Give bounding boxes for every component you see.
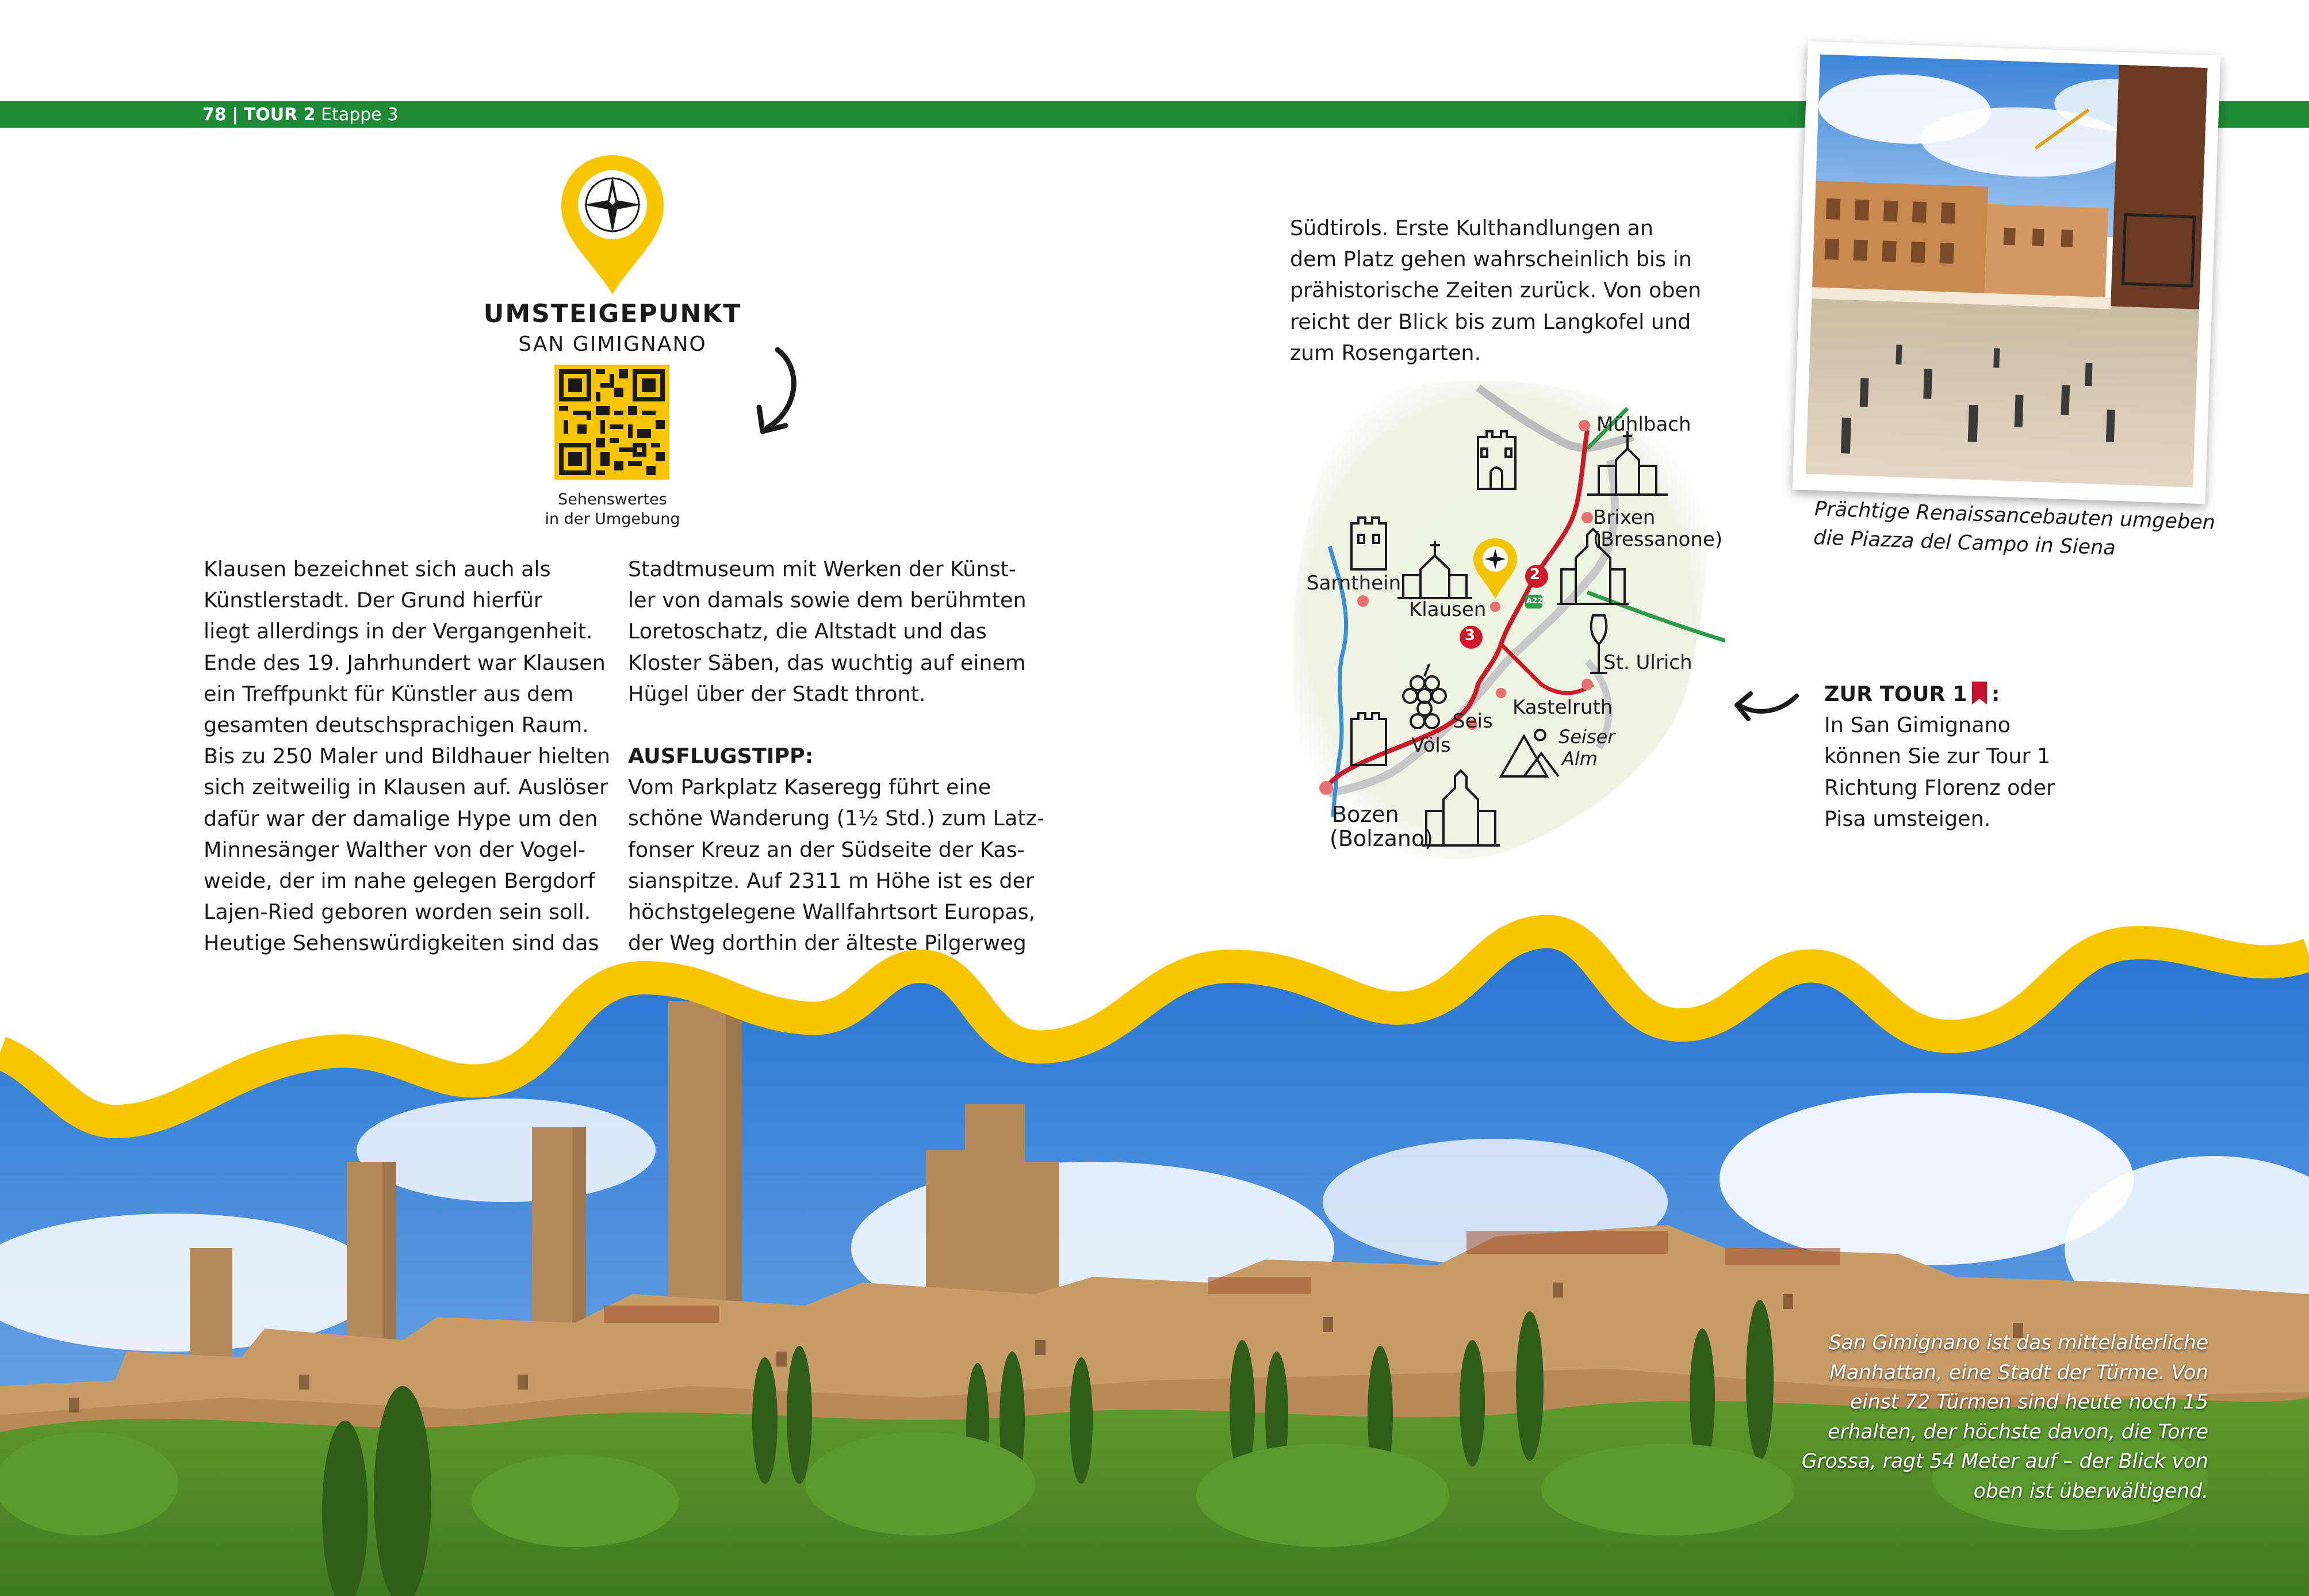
map-label-brixen: Brixen	[1593, 506, 1656, 529]
transfer-title: UMSTEIGEPUNKT	[483, 299, 742, 328]
stage-label: Etappe 3	[321, 105, 399, 125]
text-column-2-body: Stadtmuseum mit Werken der Künst- ler von damals sowie dem berühmten Loretoschatz, die Altstadt und das Kloster Säben, das wuchtig auf einem Hügel über der Stadt thront.	[628, 557, 1027, 706]
qr-caption-line2: in der Umgebung	[545, 510, 680, 528]
bookmark-icon	[1971, 682, 1988, 705]
map-label-voels: Völs	[1411, 734, 1451, 757]
route-map	[1288, 374, 1725, 874]
tip-body: Vom Parkplatz Kaseregg führt eine schöne Wanderung (1½ Std.) zum Latz- fonser Kreuz an der Südseite der Kas- sianspitze. Auf 2311 m Höhe ist es der höchstgelegene Wallfahrtsort Europas, der Weg dorthin der älteste Pilgerweg	[628, 775, 1044, 956]
siena-caption: Prächtige Renaissancebauten umgeben die Piazza del Campo in Siena	[1813, 497, 2216, 560]
text-column-3: Südtirols. Erste Kulthandlungen an dem Platz gehen wahrscheinlich bis in prähistorische Zeiten zurück. Von oben reicht der Blick bis zum Langkofel und zum Rosengarten.	[1290, 216, 1702, 365]
map-marker-3: 3	[1465, 627, 1476, 644]
piazza-del-campo-image	[1806, 54, 2208, 487]
tour-label: TOUR 2	[243, 105, 316, 125]
tour-link-colon: :	[1991, 682, 2000, 706]
map-label-bolzano: (Bolzano)	[1330, 826, 1434, 851]
map-label-bressanone: (Bressanone)	[1593, 528, 1723, 551]
tour-link[interactable]	[1824, 679, 2055, 835]
road-badge: A22	[1526, 597, 1543, 606]
map-label-seiser: Seiser	[1559, 726, 1615, 748]
qr-code-icon[interactable]	[554, 365, 669, 480]
panorama-caption: San Gimignano ist das mittelalterliche Manhattan, eine Stadt der Türme. Von einst 72 Türmen sind heute noch 15 erhalten, der höchste davon, die Torre Grossa, ragt 54 Meter auf – der Blick von oben ist überwältigend.	[1801, 1331, 2208, 1503]
map-label-seis: Seis	[1453, 710, 1493, 733]
siena-photo-image	[1806, 54, 2208, 487]
siena-photo	[1793, 41, 2221, 504]
curved-arrow-left-icon	[1728, 682, 1802, 728]
page-header	[202, 105, 398, 125]
map-label-bozen: Bozen	[1332, 802, 1399, 827]
route-map-graphic	[1288, 374, 1725, 874]
tour-link-body: In San Gimignano können Sie zur Tour 1 Richtung Florenz oder Pisa umsteigen.	[1824, 713, 2055, 831]
compass-pin-icon	[559, 153, 666, 297]
map-label-muehlbach: Mühlbach	[1596, 413, 1691, 436]
tip-heading: AUSFLUGSTIPP:	[628, 744, 814, 769]
map-label-kastelruth: Kastelruth	[1512, 696, 1613, 719]
header-separator: |	[232, 105, 239, 125]
tour-link-heading: ZUR TOUR 1	[1824, 682, 1967, 706]
map-label-klausen: Klausen	[1409, 598, 1487, 621]
qr-caption-line1: Sehenswertes	[558, 491, 667, 508]
map-label-sarnthein: Sarnthein	[1307, 572, 1402, 595]
map-label-alm: Alm	[1562, 748, 1598, 770]
map-marker-2: 2	[1530, 566, 1541, 583]
page-number: 78	[202, 105, 227, 125]
curved-arrow-icon	[742, 345, 811, 437]
qr-caption	[495, 490, 730, 529]
map-label-st-ulrich: St. Ulrich	[1603, 651, 1692, 674]
transfer-place: SAN GIMIGNANO	[518, 332, 707, 356]
text-column-1: Klausen bezeichnet sich auch als Künstlerstadt. Der Grund hierfür liegt allerdings in der Vergangenheit. Ende des 19. Jahrhundert war Klausen ein Treffpunkt für Künstler aus dem gesamten deutschsprachigen Raum. Bis zu 250 Maler und Bildhauer hielten sich zeitweilig in Klausen auf. Auslöser dafür war der damalige Hype um den Minnesänger Walther von der Vogel- weide, der im nahe gelegen Bergdorf Lajen-Ried geboren worden sein soll. Heutige Sehenswürdigkeiten sind das	[204, 557, 611, 956]
